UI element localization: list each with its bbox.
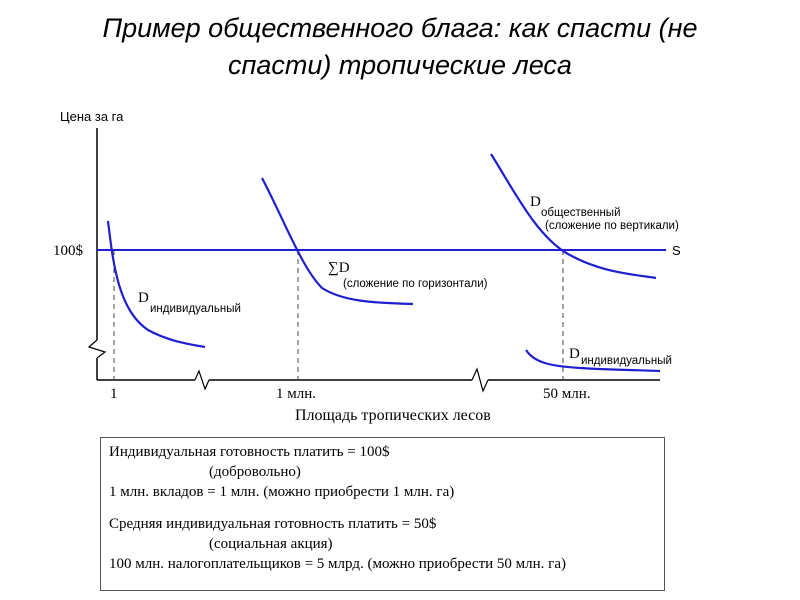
x-tick-50mln: 50 млн. xyxy=(543,386,591,402)
title-line-1: Пример общественного блага: как спасти (не xyxy=(102,13,698,43)
x-axis-label: Площадь тропических лесов xyxy=(295,407,491,424)
label-d-public-sub: общественный xyxy=(541,207,621,219)
label-d-public-note: (сложение по вертикали) xyxy=(545,220,679,232)
label-d-public: D xyxy=(530,194,541,210)
x-axis-break-1 xyxy=(195,371,209,389)
info-line-2: (добровольно) xyxy=(209,464,301,480)
label-d-individual-1: D xyxy=(138,290,149,306)
info-gap xyxy=(109,502,664,514)
x-axis-break-2 xyxy=(472,369,488,391)
label-d-individual-1-sub: индивидуальный xyxy=(150,303,241,315)
info-line-6: 100 млн. налогоплательщиков = 5 млрд. (можно приобрести 50 млн. га) xyxy=(109,556,566,572)
label-d-individual-2-sub: индивидуальный xyxy=(581,355,672,367)
info-line-3: 1 млн. вкладов = 1 млн. (можно приобрести 1 млн. га) xyxy=(109,484,455,500)
x-tick-1: 1 xyxy=(110,386,118,402)
label-sum-d: ∑D xyxy=(328,260,350,276)
info-line-1: Индивидуальная готовность платить = 100$ xyxy=(109,444,390,460)
label-sum-d-note: (сложение по горизонтали) xyxy=(343,278,488,290)
label-d-individual-2: D xyxy=(569,346,580,362)
y-axis-break xyxy=(89,340,105,358)
info-box xyxy=(100,437,665,591)
title-line-2: спасти) тропические леса xyxy=(228,50,572,80)
y-axis-label: Цена за га xyxy=(60,109,124,124)
info-line-4: Средняя индивидуальная готовность платить = 50$ xyxy=(109,516,437,532)
x-tick-1mln: 1 млн. xyxy=(276,386,317,402)
curve-d-individual-1 xyxy=(108,221,205,347)
info-line-5: (социальная акция) xyxy=(209,536,333,552)
y-tick-100: 100$ xyxy=(53,243,83,259)
label-s: S xyxy=(672,243,681,258)
